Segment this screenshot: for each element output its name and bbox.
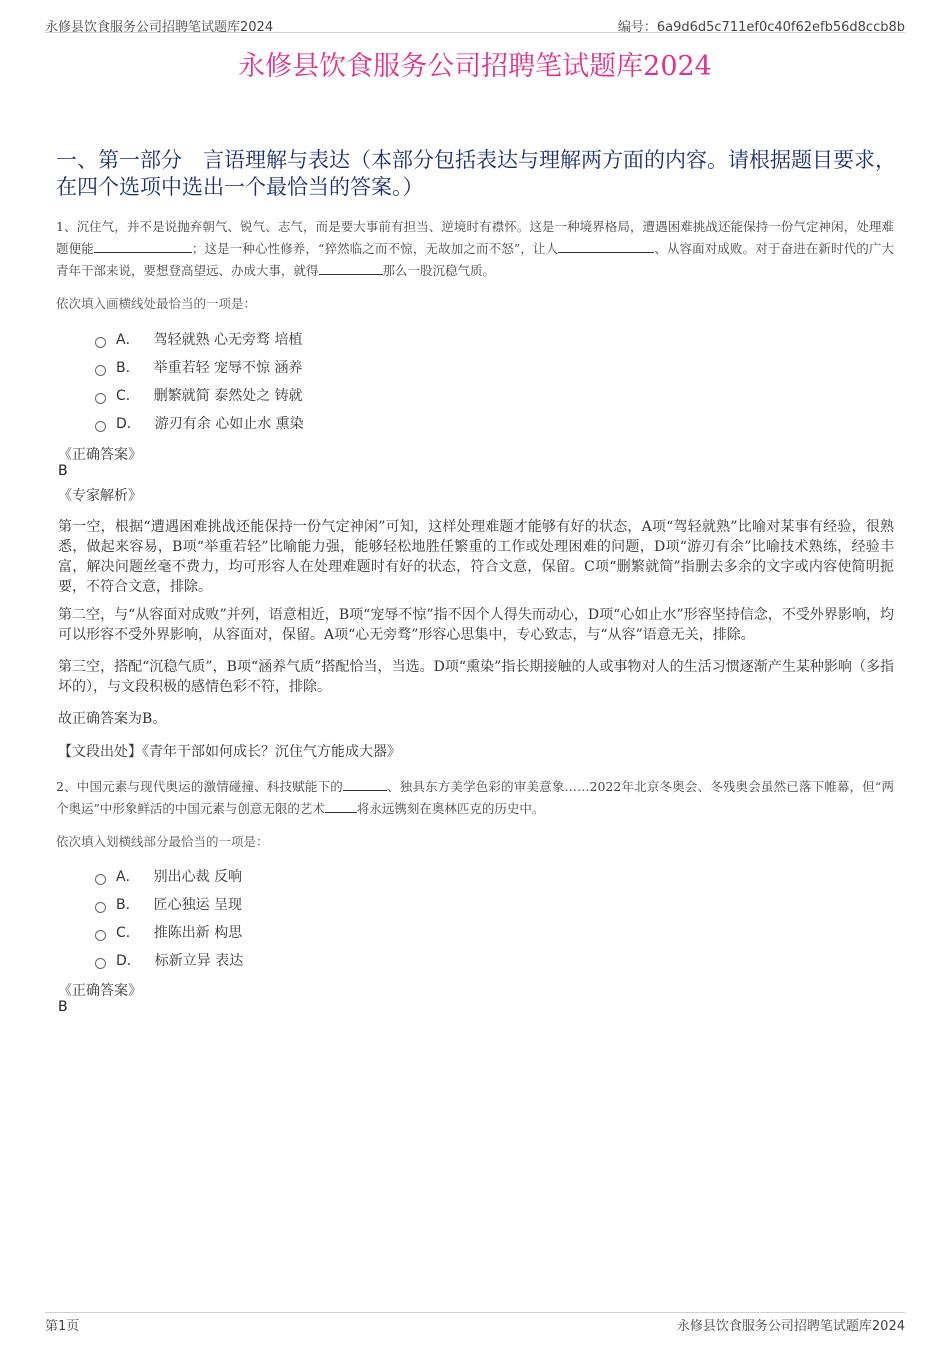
question-2-text [56, 776, 894, 820]
option-letter: D． [116, 953, 141, 969]
option-text: 别出心裁 反响 [153, 869, 243, 885]
option-letter: D． [116, 416, 141, 432]
option-c[interactable] [95, 381, 304, 409]
q2-text-part: 、独具东方美学色彩的审美意象……2022年北京冬奥会、冬残奥会虽然已落下帷幕，但“两个奥运”中形象鲜活的中国元素与创意无限的艺术 [56, 779, 894, 816]
q1-text-part: 1、沉住气，并不是说抛弃朝气、锐气、志气，而是要大事前有担当、逆境时有襟怀。这是一种境界格局，遭遇困难挑战还能保持一份气定神闲，处理难题便能 [56, 219, 894, 256]
option-text: 标新立异 表达 [154, 953, 244, 969]
q2-text-part: 将永远镌刻在奥林匹克的历史中。 [356, 801, 545, 816]
analysis-paragraph: 第一空，根据“遭遇困难挑战还能保持一份气定神闲”可知，这样处理难题才能够有好的状态，A项“驾轻就熟”比喻对某事有经验，很熟悉，做起来容易，B项“举重若轻”比喻能力强，能够轻松地胜任繁重的工作或处理困难的问题，D项“游刃有余”比喻技术熟练，经验丰富，解决问题丝毫不费力，均可形容人在处理难题时有好的状态，符合文意，保留。C项“删繁就简”指删去多余的文字或内容使简明扼要，不符合文意，排除。 [58, 519, 894, 595]
source-citation: 【文段出处】《青年干部如何成长？沉住气方能成大器》 [58, 744, 401, 760]
option-text: 推陈出新 构思 [153, 925, 243, 941]
q2-text-part: 2、中国元素与现代奥运的激情碰撞、科技赋能下的 [56, 779, 343, 794]
section-heading: 一、第一部分 言语理解与表达（本部分包括表达与理解两方面的内容。请根据题目要求，在四个选项中选出一个最恰当的答案。） [56, 148, 896, 199]
analysis-paragraph: 第三空，搭配“沉稳气质”，B项“涵养气质”搭配恰当，当选。D项“熏染”指长期接触的人或事物对人的生活习惯逐渐产生某种影响（多指坏的），与文段积极的感情色彩不符，排除。 [58, 659, 894, 695]
option-a[interactable] [95, 325, 304, 353]
fill-blank [343, 776, 387, 791]
question-1-options [95, 325, 304, 437]
option-text: 匠心独运 呈现 [153, 897, 243, 913]
radio-icon[interactable] [95, 930, 106, 941]
answer-label: 《正确答案》 [58, 983, 142, 999]
fill-blank [558, 238, 654, 253]
question-1-prompt: 依次填入画横线处最恰当的一项是： [56, 296, 257, 311]
answer-value: B [58, 999, 68, 1015]
header-document-id: 编号：6a9d6d5c711ef0c40f62efb56d8ccb8b [617, 20, 905, 35]
question-2-prompt: 依次填入划横线部分最恰当的一项是： [56, 834, 269, 849]
option-b[interactable] [95, 890, 243, 918]
q1-text-part: 、从容面对成败。对于奋进在新时代的广大青年干部来说，要想登高望远、办成大事，就得 [56, 241, 894, 278]
radio-icon[interactable] [95, 393, 106, 404]
q1-text-part: ；这是一种心性修养，“猝然临之而不惊，无故加之而不怒”，让人 [191, 241, 559, 256]
page-footer [45, 1312, 905, 1334]
option-letter: B． [116, 360, 140, 376]
fill-blank [325, 798, 357, 813]
fill-blank [94, 238, 192, 253]
option-text: 举重若轻 宠辱不惊 涵养 [153, 360, 303, 376]
option-d[interactable] [95, 409, 304, 437]
page-title: 永修县饮食服务公司招聘笔试题库2024 [238, 51, 712, 82]
fill-blank [319, 260, 383, 275]
radio-icon[interactable] [95, 874, 106, 885]
option-letter: C． [116, 388, 140, 404]
header-left-text: 永修县饮食服务公司招聘笔试题库2024 [45, 20, 274, 35]
answer-label: 《正确答案》 [58, 447, 142, 463]
analysis-paragraph: 第二空，与“从容面对成败”并列，语意相近，B项“宠辱不惊”指不因个人得失而动心，D项“心如止水”形容坚持信念，不受外界影响，均可以形容不受外界影响，从容面对，保留。A项“心无旁骛”形容心思集中，专心致志，与“从容”语意无关，排除。 [58, 607, 894, 643]
option-text: 删繁就简 泰然处之 铸就 [153, 388, 303, 404]
option-letter: A． [116, 332, 140, 348]
option-d[interactable] [95, 946, 243, 974]
radio-icon[interactable] [95, 902, 106, 913]
question-1-text [56, 216, 894, 282]
radio-icon[interactable] [95, 365, 106, 376]
answer-value: B [58, 463, 68, 479]
footer-title: 永修县饮食服务公司招聘笔试题库2024 [676, 1319, 905, 1334]
q1-text-part: 那么一股沉稳气质。 [382, 263, 496, 278]
radio-icon[interactable] [95, 958, 106, 969]
question-2-options [95, 862, 243, 974]
page-number: 第1页 [45, 1319, 80, 1334]
option-c[interactable] [95, 918, 243, 946]
analysis-label: 《专家解析》 [58, 488, 142, 504]
option-letter: A． [116, 869, 140, 885]
option-text: 游刃有余 心如止水 熏染 [154, 416, 304, 432]
analysis-conclusion: 故正确答案为B。 [58, 711, 167, 727]
radio-icon[interactable] [95, 337, 106, 348]
option-letter: C． [116, 925, 140, 941]
option-a[interactable] [95, 862, 243, 890]
radio-icon[interactable] [95, 421, 106, 432]
option-b[interactable] [95, 353, 304, 381]
option-text: 驾轻就熟 心无旁骛 培植 [153, 332, 303, 348]
page-header [45, 14, 905, 33]
option-letter: B． [116, 897, 140, 913]
